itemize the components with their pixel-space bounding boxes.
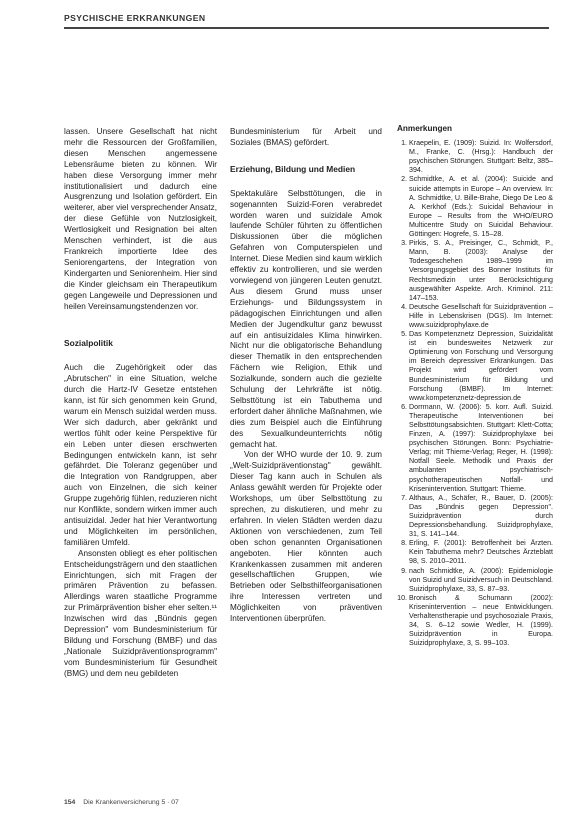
note-item: 10. Bronisch & Schumann (2002): Krisenintervention – neue Entwicklungen. Verhaltenstherapie und psychosoziale Praxis, 34, S. 6–12 sowie Wedler, H. (1999). Suizidprävention in Europa. Suizidprophylaxe, 3, S. 99–103.: [409, 594, 553, 649]
notes-column: [397, 124, 553, 648]
note-item: 7. Althaus, A., Schäfer, R., Bauer, D. (2005): Das „Bündnis gegen Depression". Suizidprävention durch Depressionsbehandlung. Suizidprophylaxe, 31, S. 141–144.: [409, 494, 553, 539]
paragraph: lassen. Unsere Gesellschaft hat nicht mehr die Ressourcen der Großfamilien, diesen Menschen angemessene Lebensräume bieten zu können. Wir haben diese Versorgung immer mehr institutionalisiert und dadurch eine Ausgrenzung und Isolation gefördert. Ein weiterer, aber viel versprechender Ansatz, der diese Gefühle von Nutzlosigkeit, Wertlosigkeit und Resignation bei alten Menschen verhindert, ist die aus Frankreich importierte Idee des Seniorengartens, der Integration von Kindergarten und Seniorenheim. Hier sind die Kinder gleichsam ein Therapeutikum gegen Langeweile und Depressionen und heilen Vereinsamungstendenzen vor.: [64, 127, 217, 311]
paragraph: Von der WHO wurde der 10. 9. zum „Welt-Suizidpräventionstag" gewählt. Dieser Tag kann auch in Schulen als Anlass gewählt werden für Projekte oder Workshops, um über Selbsttötung zu sprechen, zu diskutieren, und mehr zu erfahren. In vielen Städten werden dazu Aktionen von verschiedenen, zum Teil oben schon genannten Organisationen angeboten. Hier könnten auch Krankenkassen zusammen mit anderen gesellschaftlichen Gruppen, wie Betrieben oder Selbsthilfeorganisationen ihre Interessen vertreten und Möglichkeiten von präventiven Interventionen überprüfen.: [230, 450, 382, 624]
page-footer: [64, 799, 179, 806]
section-heading-erziehung: Erziehung, Bildung und Medien: [230, 163, 356, 174]
paragraph: Spektakuläre Selbsttötungen, die in sogenannten Suizid-Foren verabredet worden waren und suizidale Amok laufende Schüler führten zu öffentlichen Diskussionen über die möglichen Gefahren von Computerspielen und Internet. Diese Medien sind kaum wirklich effektiv zu kontrollieren, und sie werden vorwiegend von jüngeren Leuten genutzt. Aus diesem Grund muss unser Erziehungs- und Bildungssystem in pädagogischen Einrichtungen und allen Medien der Jugendkultur ganz bewusst auf ein antisuizidales Klima hinwirken. Nicht nur die obligatorische Behandlung dieser Thematik in den entsprechenden Fächern wie Religion, Ethik und Sozialkunde, sondern auch die gezielte Schulung der Lehrkräfte ist nötig. Selbsttötung ist ein Tabuthema und erfordert daher ähnliche Maßnahmen, wie dies zum Beispiel auch die Einführung des Sexualkundeunterrichts nötig gemacht hat.: [230, 188, 383, 449]
section-heading-sozialpolitik: Sozialpolitik: [64, 338, 113, 349]
text-column-1: [64, 127, 217, 680]
note-item: 2. Schmidtke, A. et al. (2004): Suicide and suicide attempts in Europe – An overview. In: A. Schmidtke, U. Bille-Brahe, Diego De Leo & A. Kerkhof (Eds.): Suicidal Behaviour in Europe – Results from the WHO/EURO Multicentre Study on Suicidal Behaviour. Göttingen: Hogrefe, S. 15–28.: [409, 175, 553, 239]
note-item: 5. Das Kompetenznetz Depression, Suizidalität ist ein bundesweites Netzwerk zur Optimierung von Forschung und Versorgung im Bereich depressiver Erkrankungen. Das Projekt wird gefördert vom Bundesministerium für Bildung und Forschung (BMBF). Im Internet: www.kompetenznetz-depression.de: [409, 330, 553, 403]
paragraph: Auch die Zugehörigkeit oder das „Abrutschen" in eine Situation, welche durch die Hartz-IV Gesetze entstehen kann, ist für sich genommen kein Grund, warum ein Mensch suizidal werden muss. Wer sich dadurch, aber gekränkt und wertlos fühlt oder keine Perspektive für ein Leben unter diesen erschwerten Bedingungen entwickeln kann, ist sehr gefährdet. Die Toleranz gegenüber und die Integration von Randgruppen, aber auch von Einzelnen, die sich keiner Gruppe zugehörig fühlen, reduzieren nicht nur Konflikte, sondern wirken immer auch antisuizidal. Jeder hat hier Verantwortung und Möglichkeiten im persönlichen, familiären Umfeld.: [64, 363, 217, 547]
note-item: 8. Erling, F. (2001): Betroffenheit bei Ärzten. Kein Tabuthema mehr? Deutsches Ärzteblatt 98, S. 2010–2011.: [409, 539, 553, 566]
running-header: [64, 13, 549, 23]
page-number: 154: [64, 799, 76, 806]
header-rule: [64, 27, 549, 29]
paragraph: Ansonsten obliegt es eher politischen Entscheidungsträgern und den staatlichen Einrichtungen, sich mit Fragen der primären Prävention zu befassen. Allerdings waren staatliche Programme zur Primärprävention bisher eher selten.¹¹ Inzwischen wird das „Bündnis gegen Depression" vom Bundesministerium für Bildung und Forschung (BMBF) und das „Nationale Suizidpräventionsprogramm" vom Bundesministerium für Gesundheit (BMG) und dem neu gebildeten: [64, 548, 217, 678]
section-title: PSYCHISCHE ERKRANKUNGEN: [64, 13, 206, 23]
journal-name: Die Krankenversicherung 5 · 07: [83, 799, 179, 806]
notes-heading: Anmerkungen: [397, 124, 453, 133]
note-item: 1. Kraepelin, E. (1909): Suizid. In: Wolfersdorf, M., Franke, C. (Hrsg.): Handbuch der psychischen Störungen. Stuttgart: Beltz, 385–394.: [409, 139, 553, 175]
note-item: 9. nach Schmidtke, A. (2006): Epidemiologie von Suizid und Suizidversuch in Deutschland. Suizidprophylaxe, 33, S. 87–93.: [409, 567, 553, 594]
notes-list: [397, 139, 553, 648]
note-item: 6. Dorrmann, W. (2006): 5. korr. Aufl. Suizid. Therapeutische Interventionen bei Selbsttötungsabsichten. Stuttgart: Klett-Cotta; Finzen, A. (1997): Suizidprophylaxe bei psychischen Störungen. Bonn: Psychiatrie-Verlag; mit Thieme-Verlag; Reger, H. (1998): Notfall Seele. Methodik und Praxis der ambulanten psychiatrisch-psychotherapeutischen Notfall- und Krisenintervention. Stuttgart: Thieme.: [409, 403, 553, 494]
text-column-2: [230, 127, 382, 625]
note-item: 4. Deutsche Gesellschaft für Suizidprävention – Hilfe in Lebenskrisen (DGS). Im Internet: www.suizidprophylaxe.de: [409, 303, 553, 330]
note-item: 3. Pirkis, S. A., Preisinger, C., Schmidt, P., Mann, B. (2003): Analyse der Todesgeschehen 1989–1999 im Versorgungsgebiet des Bonner Instituts für Rechtsmedizin unter Berücksichtigung ausgewählter Aspekte. Arch. Kriminol. 211: 147–153.: [409, 239, 553, 303]
paragraph: Bundesministerium für Arbeit und Soziales (BMAS) gefördert.: [230, 127, 382, 147]
